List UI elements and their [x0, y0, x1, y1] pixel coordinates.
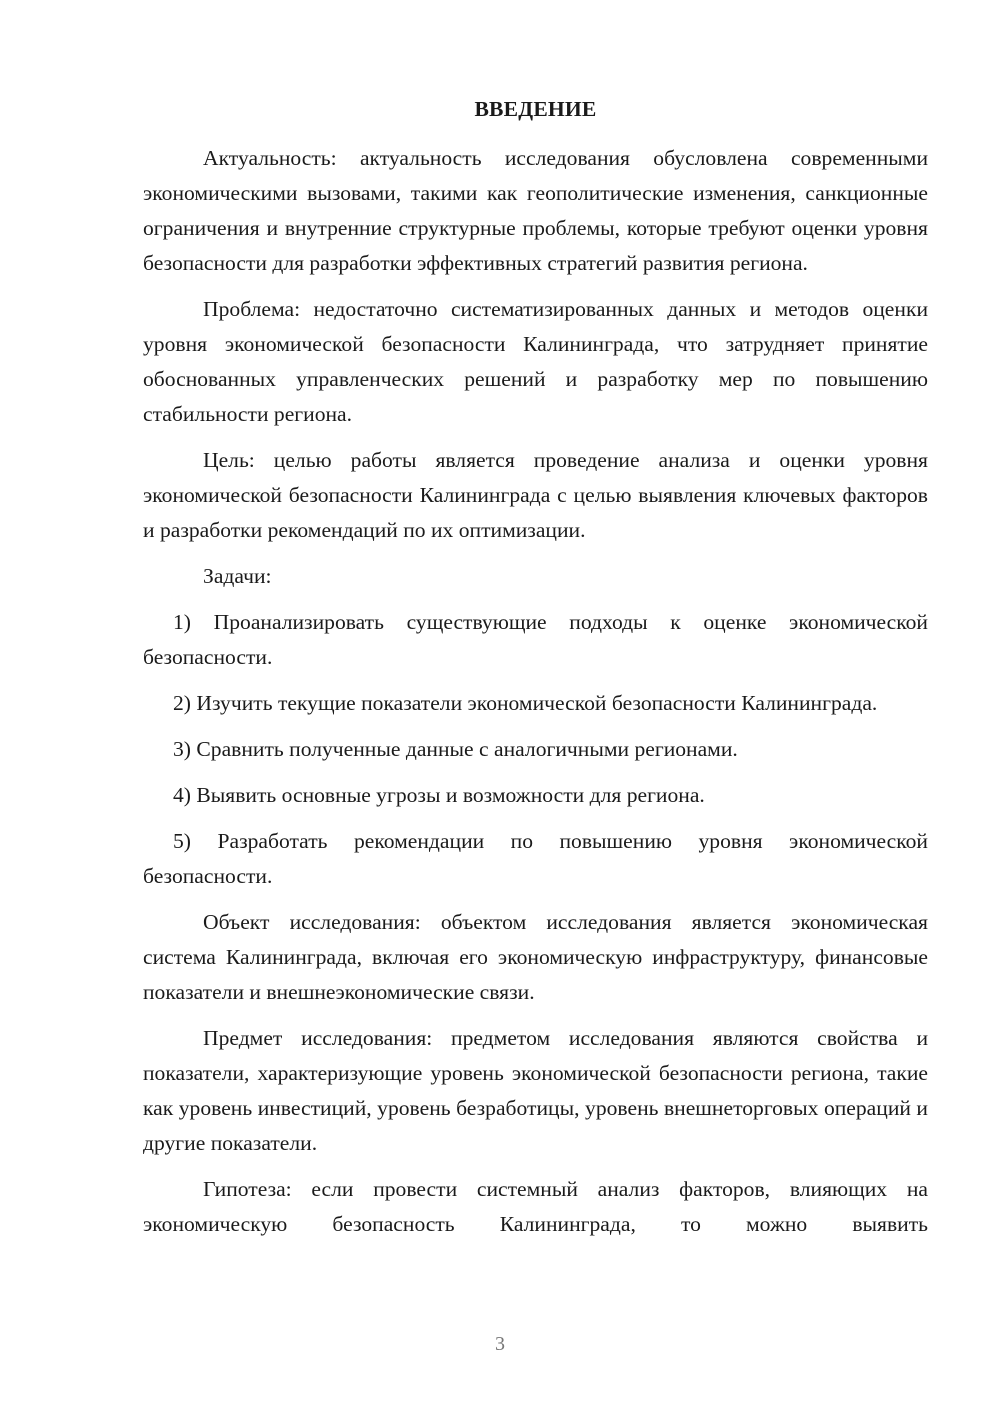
tasks-heading: Задачи:	[203, 564, 272, 588]
task-item-1: 1) Проанализировать существующие подходы к оценке экономической безопасности.	[143, 610, 928, 669]
paragraph-subject: Предмет исследования: предметом исследования являются свойства и показатели, характеризующие уровень экономической безопасности региона, такие как уровень инвестиций, уровень безработицы, уровень внешнеторговых операций и другие показатели.	[143, 1026, 928, 1155]
paragraph-problem: Проблема: недостаточно систематизированных данных и методов оценки уровня экономической безопасности Калининграда, что затрудняет принятие обоснованных управленческих решений и разработку мер по повышению стабильности региона.	[143, 297, 928, 426]
document-page	[143, 92, 928, 1253]
task-item-3: 3) Сравнить полученные данные с аналогичными регионами.	[173, 737, 738, 761]
task-item-4: 4) Выявить основные угрозы и возможности для региона.	[173, 783, 705, 807]
task-item-5: 5) Разработать рекомендации по повышению уровня экономической безопасности.	[143, 829, 928, 888]
paragraph-goal: Цель: целью работы является проведение анализа и оценки уровня экономической безопасности Калининграда с целью выявления ключевых факторов и разработки рекомендаций по их оптимизации.	[143, 448, 928, 542]
paragraph-hypothesis: Гипотеза: если провести системный анализ факторов, влияющих на экономическую безопасность Калининграда, то можно выявить	[143, 1177, 928, 1236]
page-title: ВВЕДЕНИЕ	[474, 97, 597, 121]
task-item-2: 2) Изучить текущие показатели экономической безопасности Калининграда.	[173, 691, 878, 715]
page-number: 3	[495, 1333, 505, 1355]
paragraph-relevance: Актуальность: актуальность исследования обусловлена современными экономическими вызовами, такими как геополитические изменения, санкционные ограничения и внутренние структурные проблемы, которые требуют оценки уровня безопасности для разработки эффективных стратегий развития региона.	[143, 146, 928, 275]
paragraph-object: Объект исследования: объектом исследования является экономическая система Калининграда, включая его экономическую инфраструктуру, финансовые показатели и внешнеэкономические связи.	[143, 910, 928, 1004]
